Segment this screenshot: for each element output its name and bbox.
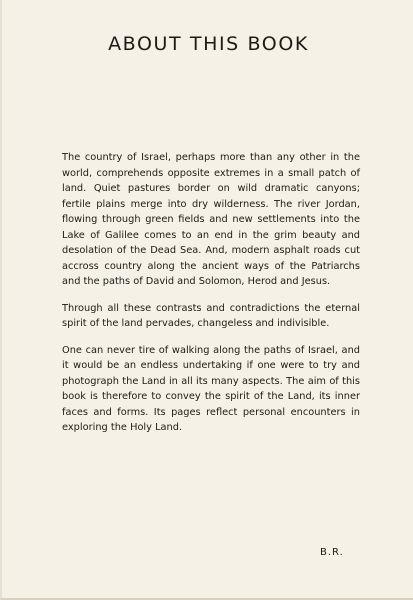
author-initials: B.R. <box>320 547 344 558</box>
page-title: ABOUT THIS BOOK <box>108 33 309 55</box>
paragraph-3: One can never tire of walking along the paths of Israel, and it would be an endless undertaking if one were to try and photograph the Land in all its many aspects. The aim of this book is therefore to convey the spirit of the Land, its inner faces and forms. Its pages reflect personal encounters in exploring the Holy Land. <box>62 344 360 433</box>
body-text <box>62 150 360 447</box>
paragraph-1: The country of Israel, perhaps more than any other in the world, comprehends opposite extremes in a small patch of land. Quiet pastures border on wild dramatic canyons; fertile plains merge into dry wilderness. The river Jordan, flowing through green fields and new settlements into the Lake of Galilee comes to an end in the grim beauty and desolation of the Dead Sea. And, modern asphalt roads cut accross country along the ancient ways of the Patriarchs and the paths of David and Solomon, Herod and Jesus. <box>62 152 360 287</box>
paragraph-2: Through all these contrasts and contradictions the eternal spirit of the land pervades, changeless and indivisible. <box>62 302 360 329</box>
